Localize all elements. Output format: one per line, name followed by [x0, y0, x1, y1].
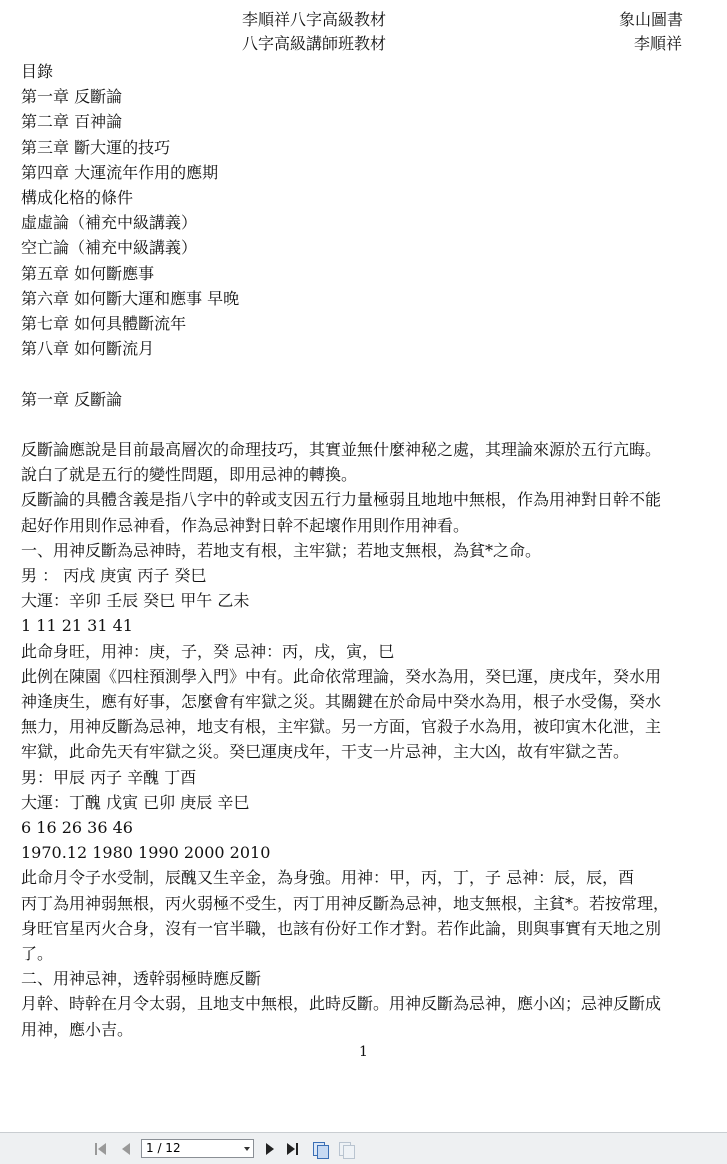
text-line: 了。	[21, 944, 54, 964]
text-line: 說白了就是五行的變性問題，即用忌神的轉換。	[21, 465, 358, 485]
text-line: 構成化格的條件	[21, 188, 134, 208]
text-line: 第四章 大運流年作用的應期	[21, 162, 219, 182]
text-line: 用神，應小吉。	[21, 1019, 134, 1039]
text-line: 反斷論的具體含義是指八字中的幹或支因五行力量極弱且地地中無根，作為用神對日幹不能	[21, 490, 662, 510]
text-line: 身旺官星丙火合身，沒有一官半職，也該有份好工作才對。若作此論，則與事實有天地之別	[21, 918, 662, 938]
text-line: 第八章 如何斷流月	[21, 339, 155, 359]
text-line: 男：甲辰 丙子 辛醜 丁酉	[21, 767, 197, 787]
text-line: 男 ： 丙戌 庚寅 丙子 癸巳	[21, 566, 207, 586]
text-line: 6 16 26 36 46	[21, 818, 133, 838]
text-line: 牢獄，此命先天有牢獄之災。癸巳運庚戌年，干支一片忌神，主大凶，故有牢獄之苦。	[21, 742, 630, 762]
text-line: 此命月令子水受制，辰醜又生辛金，為身強。用神：甲，丙，丁，子 忌神：辰，辰，酉	[21, 868, 635, 888]
header-title-line2: 八字高級講師班教材	[242, 34, 387, 53]
text-line: 第三章 斷大運的技巧	[21, 137, 171, 157]
first-page-icon[interactable]	[93, 1141, 109, 1157]
text-line: 神逢庚生，應有好事，怎麼會有牢獄之災。其關鍵在於命局中癸水為用，根子水受傷，癸水	[21, 692, 662, 712]
text-line: 1 11 21 31 41	[21, 616, 133, 636]
text-line: 一、用神反斷為忌神時，若地支有根，主牢獄；若地支無根，為貧*之命。	[21, 540, 542, 560]
text-line: 丙丁為用神弱無根，丙火弱極不受生，丙丁用神反斷為忌神，地支無根，主貧*。若按常理，	[21, 893, 670, 913]
text-line: 此命身旺，用神：庚，子，癸 忌神：丙，戌，寅，巳	[21, 641, 395, 661]
text-line: 大運：丁醜 戊寅 已卯 庚辰 辛巳	[21, 792, 250, 812]
text-line: 此例在陳園《四柱預測學入門》中有。此命依常理論，癸水為用，癸巳運，庚戌年，癸水用	[21, 666, 662, 686]
single-page-view-icon[interactable]	[312, 1141, 328, 1157]
text-line: 大運：辛卯 壬辰 癸巳 甲午 乙未	[21, 591, 250, 611]
text-line: 空亡論（補充中級講義）	[21, 238, 198, 258]
text-line: 1970.12 1980 1990 2000 2010	[21, 843, 271, 863]
text-line: 無力，用神反斷為忌神，地支有根，主牢獄。另一方面，官殺子水為用，被印寅木化泄，主	[21, 717, 662, 737]
next-page-icon[interactable]	[262, 1141, 278, 1157]
document-body	[21, 59, 699, 1042]
header-title-line1: 李順祥八字高級教材	[242, 10, 387, 29]
header-author: 李順祥	[634, 34, 683, 53]
text-line: 第一章 反斷論	[21, 389, 123, 409]
text-line: 月幹、時幹在月令太弱，且地支中無根，此時反斷。用神反斷為忌神，應小凶；忌神反斷成	[21, 994, 662, 1014]
text-line: 反斷論應說是目前最高層次的命理技巧，其實並無什麼神秘之處，其理論來源於五行亢晦。	[21, 440, 662, 460]
text-line: 虛虛論（補充中級講義）	[21, 213, 198, 233]
page-number: 1	[359, 1044, 368, 1060]
previous-page-icon[interactable]	[118, 1141, 134, 1157]
text-line: 目錄	[21, 62, 54, 81]
page-indicator: 1 / 12	[146, 1141, 181, 1155]
pdf-viewer-toolbar	[0, 1132, 727, 1164]
text-line: 第七章 如何具體斷流年	[21, 314, 187, 334]
text-line: 第二章 百神論	[21, 112, 123, 132]
last-page-icon[interactable]	[285, 1141, 301, 1157]
text-line: 起好作用則作忌神看，作為忌神對日幹不起壞作用則作用神看。	[21, 515, 470, 535]
text-line: 第五章 如何斷應事	[21, 263, 155, 283]
page-number-select[interactable]	[141, 1139, 254, 1158]
text-line: 二、用神忌神，透幹弱極時應反斷	[21, 969, 262, 989]
header-publisher: 象山圖書	[619, 10, 684, 29]
facing-page-view-icon[interactable]	[338, 1141, 354, 1157]
blank-line	[21, 412, 699, 437]
blank-line	[21, 361, 699, 386]
text-line: 第六章 如何斷大運和應事 早晚	[21, 288, 240, 308]
text-line: 第一章 反斷論	[21, 87, 123, 107]
chevron-down-icon	[244, 1147, 250, 1151]
